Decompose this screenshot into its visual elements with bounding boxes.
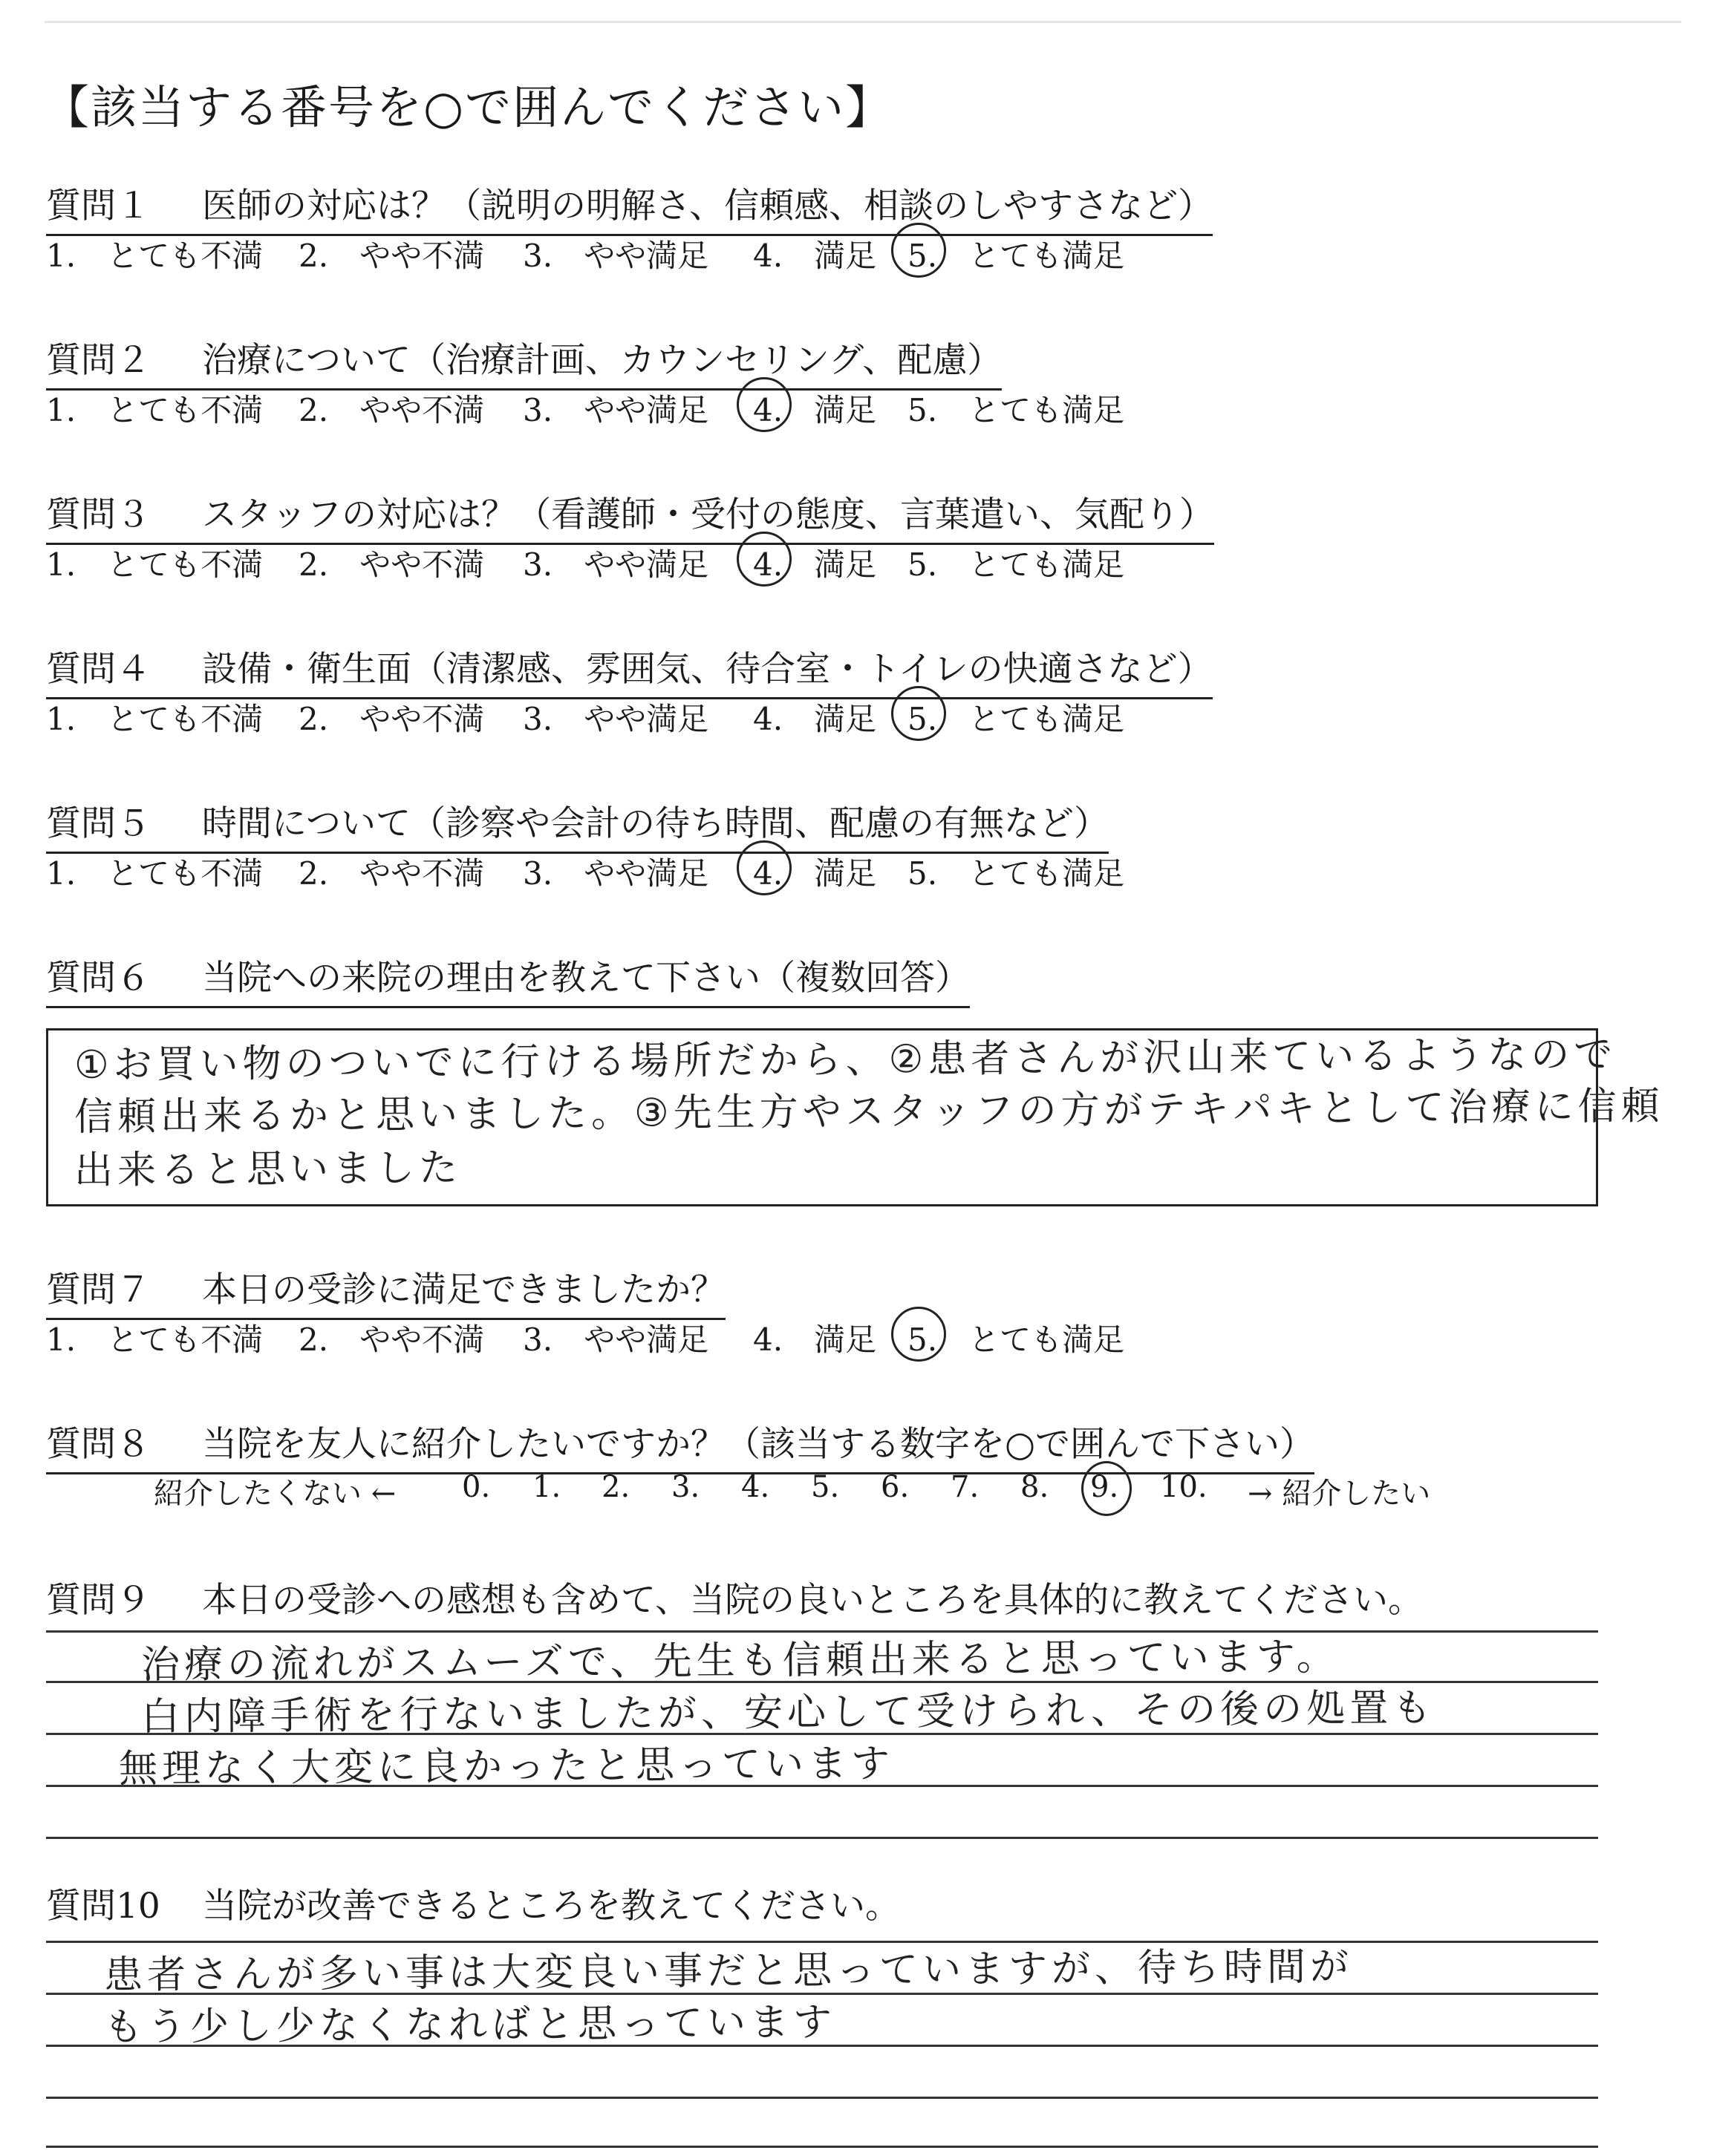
option-1[interactable]: 1. とても不満 — [46, 546, 264, 583]
selected-answer-circle — [737, 377, 792, 432]
option-4[interactable]: 4. 満足 — [753, 701, 877, 737]
selected-answer-circle — [737, 532, 792, 587]
option-2[interactable]: 2. やや不満 — [299, 1322, 485, 1358]
question-6-title — [46, 950, 970, 1008]
question-9-text: 本日の受診への感想も含めて、当院の良いところを具体的に教えてください。 — [202, 1580, 1424, 1621]
option-1[interactable]: 1. とても不満 — [46, 392, 264, 428]
option-4[interactable]: 4. 満足 — [753, 392, 877, 428]
option-4[interactable]: 4. 満足 — [753, 238, 877, 274]
option-1[interactable]: 1. とても不満 — [46, 855, 264, 892]
question-8-text: 当院を友人に紹介したいですか？（該当する数字を○で囲んで下さい） — [202, 1424, 1315, 1465]
question-1-label: 質問１ — [46, 186, 151, 226]
question-5-text: 時間について（診察や会計の待ち時間、配慮の有無など） — [202, 803, 1109, 844]
option-5[interactable]: 5. とても満足 — [907, 855, 1125, 892]
q6-handwritten-line-1: ①お買い物のついでに行ける場所だから、②患者さんが沢山来ているようなので — [74, 1032, 1617, 1088]
question-7-label: 質問７ — [46, 1270, 151, 1310]
question-4-title — [46, 641, 1213, 699]
answer-rule-line — [46, 1837, 1598, 1839]
question-10-label: 質問10 — [46, 1886, 160, 1927]
option-4[interactable]: 4. 満足 — [753, 855, 877, 892]
question-2-title — [46, 333, 1002, 391]
option-5[interactable]: 5. とても満足 — [907, 701, 1125, 737]
scale-left-label: 紹介したくない ← — [154, 1477, 397, 1511]
selected-answer-circle — [737, 840, 792, 895]
option-4[interactable]: 4. 満足 — [753, 546, 877, 583]
question-5-label: 質問５ — [46, 803, 151, 844]
form-instruction-heading: 【該当する番号を○で囲んでください】 — [43, 80, 893, 134]
answer-rule-line — [46, 2146, 1598, 2148]
selected-answer-circle — [891, 223, 946, 278]
option-1[interactable]: 1. とても不満 — [46, 238, 264, 274]
option-5[interactable]: 5. とても満足 — [907, 1322, 1125, 1358]
option-2[interactable]: 2. やや不満 — [299, 238, 485, 274]
option-2[interactable]: 2. やや不満 — [299, 701, 485, 737]
scale-number-6[interactable]: 6. — [881, 1470, 910, 1504]
option-3[interactable]: 3. やや満足 — [523, 392, 709, 428]
scale-number-2[interactable]: 2. — [602, 1470, 630, 1504]
option-3[interactable]: 3. やや満足 — [523, 546, 709, 583]
selected-answer-circle — [1081, 1461, 1132, 1516]
option-4[interactable]: 4. 満足 — [753, 1322, 877, 1358]
question-3-text: スタッフの対応は？（看護師・受付の態度、言葉遣い、気配り） — [202, 494, 1214, 535]
question-7-text: 本日の受診に満足できましたか？ — [202, 1270, 726, 1310]
scale-number-9[interactable]: 9. — [1090, 1470, 1119, 1504]
option-2[interactable]: 2. やや不満 — [299, 546, 485, 583]
scale-number-4[interactable]: 4. — [741, 1470, 770, 1504]
q9-handwritten-line-1: 治療の流れがスムーズで、先生も信頼出来ると思っています。 — [140, 1634, 1340, 1688]
option-5[interactable]: 5. とても満足 — [907, 392, 1125, 428]
scale-number-7[interactable]: 7. — [951, 1470, 980, 1504]
selected-answer-circle — [891, 686, 946, 741]
option-3[interactable]: 3. やや満足 — [523, 855, 709, 892]
scale-number-10[interactable]: 10. — [1160, 1470, 1208, 1504]
option-5[interactable]: 5. とても満足 — [907, 238, 1125, 274]
top-border-line — [45, 21, 1681, 23]
option-3[interactable]: 3. やや満足 — [523, 238, 709, 274]
q6-handwritten-line-3: 出来ると思いました — [74, 1146, 463, 1193]
question-4-label: 質問４ — [46, 649, 151, 690]
question-9-label: 質問９ — [46, 1580, 151, 1621]
option-2[interactable]: 2. やや不満 — [299, 392, 485, 428]
question-9-title — [46, 1572, 1423, 1628]
question-2-text: 治療について（治療計画、カウンセリング、配慮） — [202, 340, 1003, 381]
q10-handwritten-line-2: もう少し少なくなればと思っています — [103, 2000, 837, 2050]
question-4-text: 設備・衛生面（清潔感、雰囲気、待合室・トイレの快適さなど） — [202, 649, 1213, 690]
question-2-label: 質問２ — [46, 340, 151, 381]
q9-handwritten-line-2: 白内障手術を行ないましたが、安心して受けられ、その後の処置も — [140, 1685, 1436, 1740]
question-6-label: 質問６ — [46, 958, 151, 999]
option-3[interactable]: 3. やや満足 — [523, 1322, 709, 1358]
question-6-text: 当院への来院の理由を教えて下さい（複数回答） — [202, 958, 970, 999]
q6-handwritten-line-2: 信頼出来るかと思いました。③先生方やスタッフの方がテキパキとして治療に信頼 — [74, 1084, 1664, 1140]
scale-number-5[interactable]: 5. — [811, 1470, 840, 1504]
question-1-title — [46, 178, 1213, 236]
question-8-label: 質問８ — [46, 1424, 151, 1465]
question-8-title — [46, 1417, 1314, 1474]
scale-right-label: → 紹介したい — [1248, 1477, 1431, 1511]
scale-number-0[interactable]: 0. — [462, 1470, 491, 1504]
scale-number-3[interactable]: 3. — [671, 1470, 700, 1504]
option-1[interactable]: 1. とても不満 — [46, 701, 264, 737]
q10-handwritten-line-1: 患者さんが多い事は大変良い事だと思っていますが、待ち時間が — [103, 1944, 1354, 1998]
question-10-text: 当院が改善できるところを教えてください。 — [202, 1886, 900, 1927]
option-3[interactable]: 3. やや満足 — [523, 701, 709, 737]
question-1-text: 医師の対応は？（説明の明解さ、信頼感、相談のしやすさなど） — [202, 186, 1213, 226]
selected-answer-circle — [891, 1307, 946, 1362]
question-3-title — [46, 487, 1214, 545]
option-1[interactable]: 1. とても不満 — [46, 1322, 264, 1358]
question-10-title — [46, 1878, 900, 1934]
scale-number-1[interactable]: 1. — [532, 1470, 561, 1504]
q9-handwritten-line-3: 無理なく大変に良かったと思っています — [118, 1741, 895, 1791]
question-5-title — [46, 796, 1109, 854]
question-3-label: 質問３ — [46, 494, 151, 535]
option-2[interactable]: 2. やや不満 — [299, 855, 485, 892]
option-5[interactable]: 5. とても満足 — [907, 546, 1125, 583]
question-7-title — [46, 1262, 726, 1320]
answer-rule-line — [46, 2097, 1598, 2099]
scale-number-8[interactable]: 8. — [1020, 1470, 1049, 1504]
